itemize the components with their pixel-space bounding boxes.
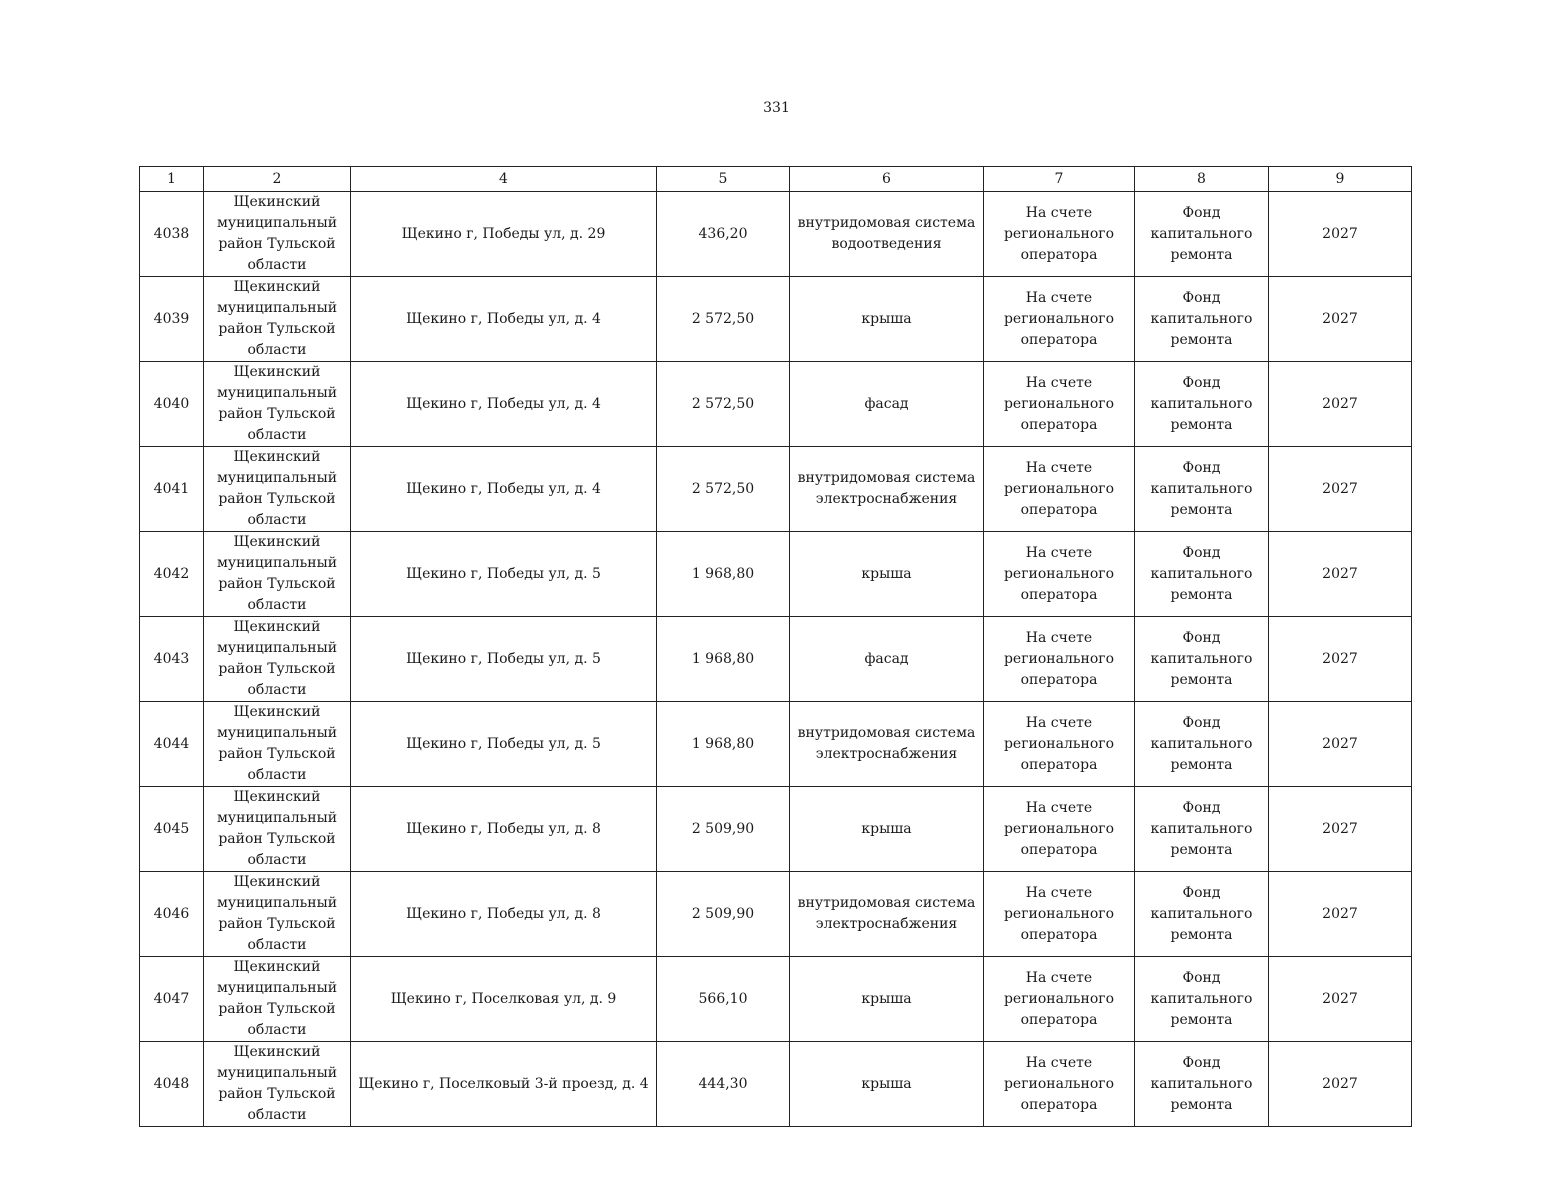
work-type-cell: внутридомовая система электроснабжения: [790, 702, 984, 787]
funding-source-cell: Фонд капитального ремонта: [1135, 447, 1269, 532]
column-header: 1: [140, 167, 204, 192]
municipality-cell: Щекинский муниципальный район Тульской области: [204, 617, 351, 702]
column-header: 8: [1135, 167, 1269, 192]
table-row: [140, 447, 1412, 532]
municipality-cell: Щекинский муниципальный район Тульской области: [204, 192, 351, 277]
municipality-cell: Щекинский муниципальный район Тульской области: [204, 277, 351, 362]
work-type-cell: внутридомовая система водоотведения: [790, 192, 984, 277]
area-cell: 566,10: [657, 957, 790, 1042]
column-header: 7: [984, 167, 1135, 192]
year-cell: 2027: [1269, 447, 1412, 532]
column-header: 2: [204, 167, 351, 192]
row-number-cell: 4042: [140, 532, 204, 617]
year-cell: 2027: [1269, 192, 1412, 277]
table-row: [140, 617, 1412, 702]
year-cell: 2027: [1269, 532, 1412, 617]
funding-source-cell: Фонд капитального ремонта: [1135, 702, 1269, 787]
area-cell: 1 968,80: [657, 702, 790, 787]
year-cell: 2027: [1269, 957, 1412, 1042]
table-row: [140, 702, 1412, 787]
address-cell: Щекино г, Победы ул, д. 4: [351, 362, 657, 447]
funding-source-cell: Фонд капитального ремонта: [1135, 1042, 1269, 1127]
address-cell: Щекино г, Поселковый 3-й проезд, д. 4: [351, 1042, 657, 1127]
year-cell: 2027: [1269, 277, 1412, 362]
table-row: [140, 362, 1412, 447]
row-number-cell: 4040: [140, 362, 204, 447]
row-number-cell: 4043: [140, 617, 204, 702]
work-type-cell: крыша: [790, 532, 984, 617]
municipality-cell: Щекинский муниципальный район Тульской области: [204, 957, 351, 1042]
work-type-cell: крыша: [790, 277, 984, 362]
funding-source-cell: Фонд капитального ремонта: [1135, 872, 1269, 957]
table-row: [140, 787, 1412, 872]
year-cell: 2027: [1269, 702, 1412, 787]
address-cell: Щекино г, Победы ул, д. 8: [351, 872, 657, 957]
account-cell: На счете регионального оператора: [984, 532, 1135, 617]
row-number-cell: 4039: [140, 277, 204, 362]
account-cell: На счете регионального оператора: [984, 957, 1135, 1042]
address-cell: Щекино г, Победы ул, д. 29: [351, 192, 657, 277]
account-cell: На счете регионального оператора: [984, 192, 1135, 277]
area-cell: 444,30: [657, 1042, 790, 1127]
work-type-cell: крыша: [790, 957, 984, 1042]
year-cell: 2027: [1269, 617, 1412, 702]
area-cell: 1 968,80: [657, 532, 790, 617]
area-cell: 2 509,90: [657, 787, 790, 872]
work-type-cell: фасад: [790, 617, 984, 702]
municipality-cell: Щекинский муниципальный район Тульской области: [204, 447, 351, 532]
row-number-cell: 4045: [140, 787, 204, 872]
funding-source-cell: Фонд капитального ремонта: [1135, 532, 1269, 617]
work-type-cell: крыша: [790, 1042, 984, 1127]
table-row: [140, 532, 1412, 617]
row-number-cell: 4047: [140, 957, 204, 1042]
year-cell: 2027: [1269, 787, 1412, 872]
table-row: [140, 957, 1412, 1042]
table-row: [140, 872, 1412, 957]
area-cell: 2 572,50: [657, 277, 790, 362]
row-number-cell: 4048: [140, 1042, 204, 1127]
funding-source-cell: Фонд капитального ремонта: [1135, 277, 1269, 362]
column-header: 5: [657, 167, 790, 192]
column-header: 4: [351, 167, 657, 192]
work-type-cell: крыша: [790, 787, 984, 872]
municipality-cell: Щекинский муниципальный район Тульской области: [204, 702, 351, 787]
address-cell: Щекино г, Победы ул, д. 5: [351, 702, 657, 787]
year-cell: 2027: [1269, 362, 1412, 447]
row-number-cell: 4041: [140, 447, 204, 532]
funding-source-cell: Фонд капитального ремонта: [1135, 957, 1269, 1042]
table-row: [140, 277, 1412, 362]
row-number-cell: 4044: [140, 702, 204, 787]
municipality-cell: Щекинский муниципальный район Тульской области: [204, 1042, 351, 1127]
row-number-cell: 4038: [140, 192, 204, 277]
account-cell: На счете регионального оператора: [984, 702, 1135, 787]
repair-schedule-table: [139, 166, 1412, 1127]
municipality-cell: Щекинский муниципальный район Тульской области: [204, 872, 351, 957]
work-type-cell: фасад: [790, 362, 984, 447]
year-cell: 2027: [1269, 872, 1412, 957]
table-row: [140, 1042, 1412, 1127]
address-cell: Щекино г, Победы ул, д. 5: [351, 617, 657, 702]
area-cell: 436,20: [657, 192, 790, 277]
address-cell: Щекино г, Победы ул, д. 4: [351, 447, 657, 532]
account-cell: На счете регионального оператора: [984, 1042, 1135, 1127]
address-cell: Щекино г, Победы ул, д. 5: [351, 532, 657, 617]
funding-source-cell: Фонд капитального ремонта: [1135, 617, 1269, 702]
area-cell: 2 572,50: [657, 362, 790, 447]
column-number-row: [140, 167, 1412, 192]
table-body: [140, 167, 1412, 1127]
municipality-cell: Щекинский муниципальный район Тульской области: [204, 787, 351, 872]
area-cell: 1 968,80: [657, 617, 790, 702]
table-row: [140, 192, 1412, 277]
funding-source-cell: Фонд капитального ремонта: [1135, 362, 1269, 447]
column-header: 9: [1269, 167, 1412, 192]
area-cell: 2 572,50: [657, 447, 790, 532]
address-cell: Щекино г, Победы ул, д. 8: [351, 787, 657, 872]
work-type-cell: внутридомовая система электроснабжения: [790, 447, 984, 532]
column-header: 6: [790, 167, 984, 192]
page-number: 331: [763, 100, 790, 116]
account-cell: На счете регионального оператора: [984, 362, 1135, 447]
account-cell: На счете регионального оператора: [984, 872, 1135, 957]
account-cell: На счете регионального оператора: [984, 447, 1135, 532]
funding-source-cell: Фонд капитального ремонта: [1135, 787, 1269, 872]
municipality-cell: Щекинский муниципальный район Тульской области: [204, 532, 351, 617]
address-cell: Щекино г, Поселковая ул, д. 9: [351, 957, 657, 1042]
area-cell: 2 509,90: [657, 872, 790, 957]
address-cell: Щекино г, Победы ул, д. 4: [351, 277, 657, 362]
account-cell: На счете регионального оператора: [984, 787, 1135, 872]
account-cell: На счете регионального оператора: [984, 277, 1135, 362]
account-cell: На счете регионального оператора: [984, 617, 1135, 702]
work-type-cell: внутридомовая система электроснабжения: [790, 872, 984, 957]
year-cell: 2027: [1269, 1042, 1412, 1127]
row-number-cell: 4046: [140, 872, 204, 957]
funding-source-cell: Фонд капитального ремонта: [1135, 192, 1269, 277]
municipality-cell: Щекинский муниципальный район Тульской области: [204, 362, 351, 447]
